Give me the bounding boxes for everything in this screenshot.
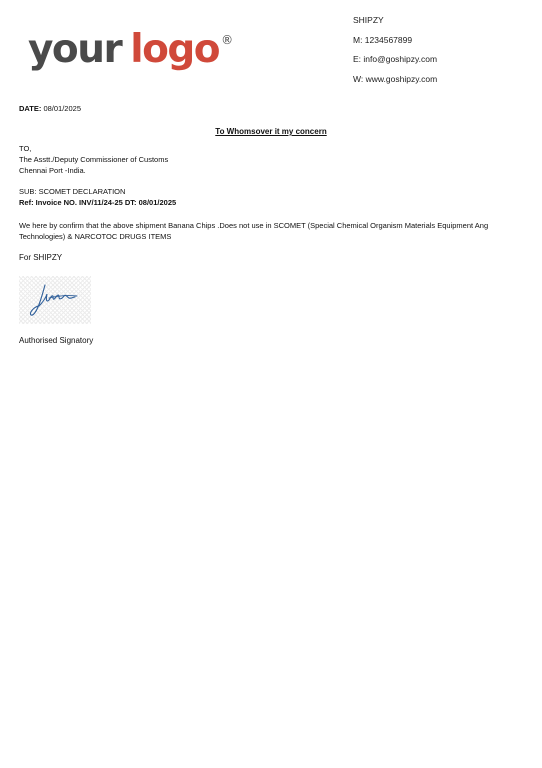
subject-line: SUB: SCOMET DECLARATION <box>19 187 126 196</box>
authorised-signatory-label: Authorised Signatory <box>19 336 94 345</box>
date-line <box>19 104 81 113</box>
handwritten-signature-icon <box>19 276 91 324</box>
subject-block <box>19 186 176 208</box>
letter-heading: To Whomsover it my concern <box>215 127 327 136</box>
company-logo <box>28 27 234 72</box>
date-label: DATE: <box>19 104 42 113</box>
date-value: 08/01/2025 <box>43 104 81 113</box>
logo-word-your: your <box>28 27 122 72</box>
declaration-body: We here by confirm that the above shipment Banana Chips .Does not use in SCOMET (Special Chemical Organism Materials Equipment Ang Technologies) & NARCOTOC DRUGS ITEMS <box>19 221 489 241</box>
company-name: SHIPZY <box>353 15 384 25</box>
contact-website: W: www.goshipzy.com <box>353 73 438 84</box>
contact-mobile: M: 1234567899 <box>353 34 413 45</box>
recipient-to: TO, <box>19 144 32 153</box>
recipient-line-2: Chennai Port -India. <box>19 166 86 175</box>
recipient-block <box>19 143 168 176</box>
recipient-line-1: The Asstt./Deputy Commissioner of Customs <box>19 155 169 164</box>
for-company-line: For SHIPZY <box>19 253 63 262</box>
reference-line: Ref: Invoice NO. INV/11/24-25 DT: 08/01/2025 <box>19 198 177 207</box>
logo-word-logo: logo <box>130 27 220 72</box>
signature-image <box>19 276 91 324</box>
contact-block <box>353 15 437 93</box>
contact-email: E: info@goshipzy.com <box>353 54 438 64</box>
registered-mark: ® <box>221 33 234 47</box>
